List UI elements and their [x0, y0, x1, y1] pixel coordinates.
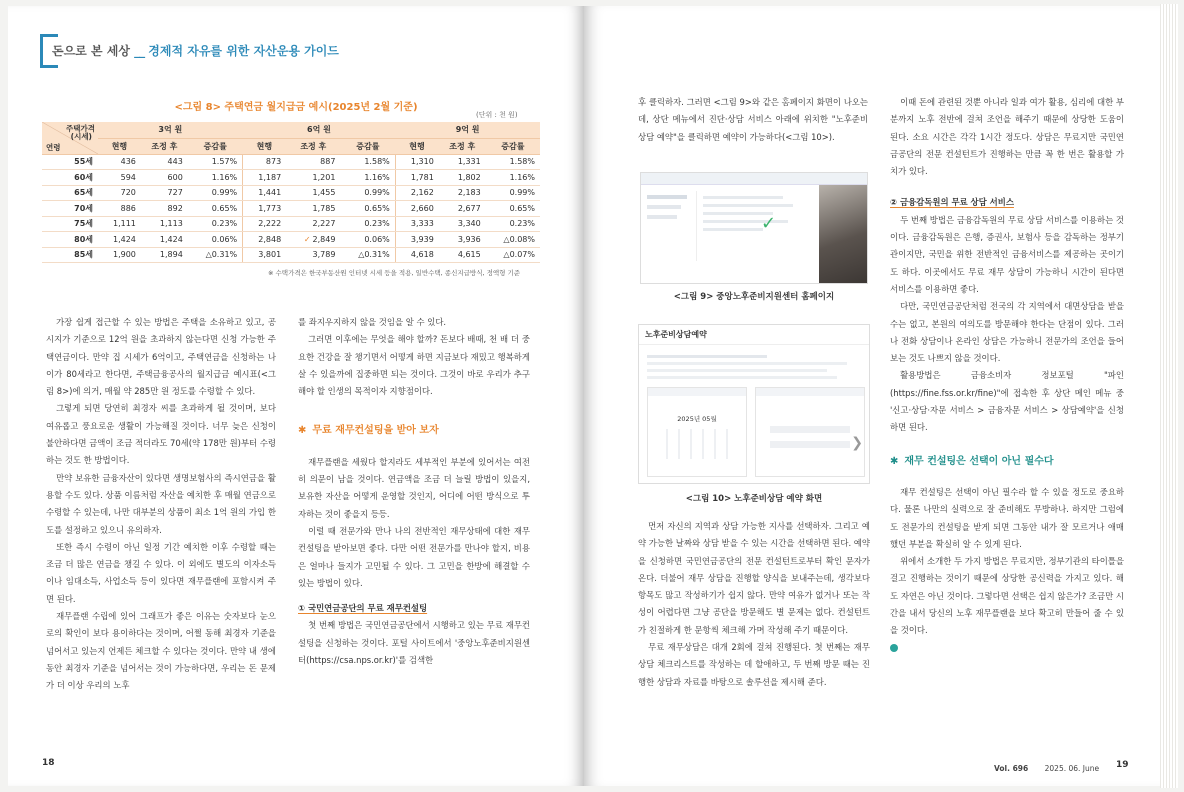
- table-cell: 0.65%: [340, 201, 395, 217]
- table-cell: 3,801: [243, 247, 287, 263]
- table-row: [42, 201, 540, 217]
- table-cell: 3,936: [439, 232, 486, 248]
- table-cell: 892: [141, 201, 188, 217]
- table-cell: 1.58%: [486, 154, 540, 170]
- section-heading: ✱ 재무 컨설팅은 선택이 아닌 필수다: [890, 455, 1054, 467]
- paragraph: 만약 보유한 금융자산이 있다면 생명보험사의 즉시연금을 활용할 수도 있다. 상품 이름처럼 자산을 예치한 후 매월 연금으로 수령할 수 있는데, 나만 대부분의 상품이 최소 1억 원의 가입 한도를 설정하고 있으니 유의하자.: [46, 472, 276, 535]
- footer-right: Vol. 696 2025. 06. June: [994, 764, 1100, 773]
- table-cell: 887: [286, 154, 340, 170]
- paragraph: 후 클릭하자. 그러면 <그림 9>와 같은 홈페이지 화면이 나오는데, 상단 메뉴에서 진단·상담 서비스 아래에 위치한 "노후준비상담 예약"을 클릭하면 예약이 가능하다(<그림 10>).: [638, 97, 868, 142]
- table-cell: 2,660: [395, 201, 439, 217]
- table-cell: △0.31%: [188, 247, 243, 263]
- table-cell: 0.65%: [486, 201, 540, 217]
- table-cell: 1.58%: [340, 154, 395, 170]
- table-cell: 2,677: [439, 201, 486, 217]
- paragraph: 재무 컨설팅은 선택이 아닌 필수라 할 수 있을 정도로 중요하다. 물론 나만의 실력으로 잘 준비해도 무방하나. 하지만 그럼에도 전문가의 컨설팅을 받게 되면 그동안 내가 잘 모르거나 애매했던 부분을 확실히 알 수 있게 된다.: [890, 486, 1124, 549]
- paragraph: 재무플랜 수립에 있어 그래프가 좋은 이유는 숫자보다 눈으로의 확인이 보다 용이하다는 것이며, 어쩔 동해 최경자 기준을 넘어서고 있는지 언제든 체크할 수 있다는 것이다. 만약 내 생에 동안 최경자 기준을 넘어서는 것이 가능하다면, 우리는 돈 문제가 더 이상 우리의 노후: [46, 611, 276, 691]
- table-cell: 720: [98, 185, 141, 201]
- table-cell: 1,113: [141, 216, 188, 232]
- sub-header: 현행: [395, 138, 439, 154]
- age-cell: 65세: [42, 185, 98, 201]
- table-cell: 0.23%: [188, 216, 243, 232]
- check-icon: ✓: [303, 234, 311, 244]
- table-cell: 3,333: [395, 216, 439, 232]
- table-cell: 1.57%: [188, 154, 243, 170]
- figure10-caption: <그림 10> 노후준비상담 예약 화면: [685, 494, 823, 504]
- table-cell: 0.23%: [486, 216, 540, 232]
- table-cell: △0.07%: [486, 247, 540, 263]
- table-cell: 1,455: [286, 185, 340, 201]
- page-edges: [1160, 4, 1178, 788]
- paragraph: 그렇게 되면 당연히 최경자 씨를 초과하게 될 것이며, 보다 여유롭고 풍요로운 생활이 가능해질 것이다. 너무 늦은 신청이 불안하다면 금액이 조금 적더라도 70세(약 178만 원)부터 수령하는 것도 한 방법이다.: [46, 403, 276, 466]
- paragraph: 활용방법은 금융소비자 정보포털 "파인(https://fine.fss.or.kr/fine)"에 접속한 후 상단 메인 메뉴 중 '신고·상담·자문 서비스 > 금융자문 서비스 > 상담예약'을 신청하면 된다.: [890, 370, 1124, 433]
- table-cell: ✓ 2,849: [286, 232, 340, 248]
- time-panel: [755, 387, 865, 477]
- age-cell: 60세: [42, 170, 98, 186]
- table-row: [42, 216, 540, 232]
- figure10-screenshot: [638, 324, 870, 484]
- age-cell: 75세: [42, 216, 98, 232]
- pension-table: [42, 122, 540, 263]
- table-row: [42, 247, 540, 263]
- paragraph: 먼저 자신의 지역과 상담 가능한 지사를 선택하자. 그리고 예약 가능한 날짜와 상담 받을 수 있는 시간을 선택하면 된다. 예약을 신청하면 국민연금공단의 전문 컨설턴트로부터 확인 문자가 온다. 더불어 재무 상담을 진행할 양식을 보내주는데, 생각보다 항목도 많고 작성하기가 쉽지 않다. 만약 여유가 없거나 또는 작성이 어렵다면 그냥 공단을 방문해도 별 문제는 없다. 컨설턴트가 친절하게 한 문항씩 체크해 가며 작성해 주기 때문이다.: [638, 521, 870, 635]
- table-cell: 1,773: [243, 201, 287, 217]
- table-cell: 4,618: [395, 247, 439, 263]
- left-page: [8, 6, 584, 786]
- table-cell: 1,900: [98, 247, 141, 263]
- table-cell: 1.16%: [340, 170, 395, 186]
- left-column-2: [298, 314, 530, 669]
- table-cell: 727: [141, 185, 188, 201]
- table-cell: 1,781: [395, 170, 439, 186]
- table-cell: △0.08%: [486, 232, 540, 248]
- right-column-2: [890, 94, 1124, 657]
- table-cell: 1,331: [439, 154, 486, 170]
- table-cell: 0.23%: [340, 216, 395, 232]
- table-cell: △0.31%: [340, 247, 395, 263]
- table-cell: 3,939: [395, 232, 439, 248]
- table-cell: 1,201: [286, 170, 340, 186]
- figure8-title: <그림 8> 주택연금 월지급금 예시(2025년 2월 기준): [174, 102, 418, 113]
- group-header: 9억 원: [395, 122, 540, 138]
- paragraph: 이럴 때 전문가와 만나 나의 전반적인 재무상태에 대한 재무컨설팅을 받아보면 좋다. 다만 어떤 전문가를 만나야 할지, 비용은 얼마나 들지가 고민될 수 있다. 그 고민을 한방에 해결할 수 있는 방법이 있다.: [298, 525, 530, 588]
- table-cell: 1,424: [98, 232, 141, 248]
- table-row: [42, 170, 540, 186]
- chevron-right-icon: ❯: [851, 435, 863, 451]
- table-cell: 1,111: [98, 216, 141, 232]
- table-cell: 0.06%: [340, 232, 395, 248]
- running-header: 돈으로 본 세상 __ 경제적 자유를 위한 자산운용 가이드: [52, 44, 339, 58]
- paragraph: 다만, 국민연금공단처럼 전국의 각 지역에서 대면상담을 받을 수는 없고, 본원의 여의도를 방문해야 한다는 단점이 있다. 그러나 전화 상담이나 온라인 상담은 가능하니 전문가의 조언을 들어보는 것도 나쁘지 않을 것이다.: [890, 301, 1124, 364]
- check-icon: ✓: [761, 213, 777, 234]
- paragraph: 위에서 소개한 두 가지 방법은 무료지만, 정부기관의 타이틀을 걸고 진행하는 것이기 때문에 상당한 공신력을 가지고 있다. 해도 자연은 아닌 것이다. 그렇다면 선택은 쉽지 않은가? 조금만 시간을 내서 당신의 노후 재무플랜을 보다 확고히 만들어 줄 수 있을 것이다.: [890, 556, 1124, 636]
- table-cell: 0.65%: [188, 201, 243, 217]
- table-cell: 1,894: [141, 247, 188, 263]
- age-cell: 85세: [42, 247, 98, 263]
- table-cell: 0.99%: [188, 185, 243, 201]
- table-cell: 1,785: [286, 201, 340, 217]
- table-cell: 1.16%: [188, 170, 243, 186]
- table-cell: 1,802: [439, 170, 486, 186]
- table-cell: 2,162: [395, 185, 439, 201]
- end-mark-icon: [890, 644, 898, 652]
- age-cell: 55세: [42, 154, 98, 170]
- left-column-1: [46, 314, 276, 695]
- sub-header: 증감률: [188, 138, 243, 154]
- table-cell: 3,340: [439, 216, 486, 232]
- sub-header: 조정 후: [439, 138, 486, 154]
- site-nav-bar: [641, 173, 867, 185]
- sub-header: 조정 후: [141, 138, 188, 154]
- table-cell: 600: [141, 170, 188, 186]
- right-column-1: [638, 94, 868, 146]
- sub-header: 증감률: [340, 138, 395, 154]
- calendar-month: 2025년 05월: [677, 415, 717, 423]
- paragraph: 무료 재무상담은 대개 2회에 걸쳐 진행된다. 첫 번째는 재무상담 체크리스트를 작성하는 데 할애하고, 두 번째 방문 때는 진행한 상담과 자료를 바탕으로 솔루션을 제시해 준다.: [638, 642, 870, 687]
- sub-header: 조정 후: [286, 138, 340, 154]
- group-header: 3억 원: [98, 122, 243, 138]
- table-cell: 2,848: [243, 232, 287, 248]
- group-header: 6억 원: [243, 122, 396, 138]
- table-cell: 594: [98, 170, 141, 186]
- figure9-screenshot: [640, 172, 868, 284]
- paragraph: 첫 번째 방법은 국민연금공단에서 시행하고 있는 무료 재무컨설팅을 신청하는 것이다. 포털 사이트에서 '중앙노후준비지원센터(https://csa.nps.or.kr)'를 검색한: [298, 620, 530, 666]
- table-cell: 1.16%: [486, 170, 540, 186]
- paragraph: 그러면 이후에는 무엇을 해야 할까? 돈보다 배때, 천 배 더 중요한 건강을 잘 챙기면서 어떻게 하면 지금보다 재밌고 행복하게 살 수 있을까에 집중하면 되는 것이다. 그것이 바로 우리가 추구해야 할 인생의 목적이자 지향점이다.: [298, 334, 530, 397]
- sub-header: 증감률: [486, 138, 540, 154]
- table-cell: 4,615: [439, 247, 486, 263]
- table-cell: 1,424: [141, 232, 188, 248]
- age-cell: 80세: [42, 232, 98, 248]
- table-cell: 886: [98, 201, 141, 217]
- table-cell: 3,789: [286, 247, 340, 263]
- paragraph: 재무플랜을 세웠다 할지라도 세부적인 부분에 있어서는 여전히 의문이 남을 것이다. 연금액을 조금 더 늘릴 방법이 있을지, 보유한 자산을 어떻게 운영할 것인지, 어디에 어떤 방식으로 투자하는 것이 좋을지 등등.: [298, 456, 530, 519]
- table-cell: 1,310: [395, 154, 439, 170]
- table-cell: 443: [141, 154, 188, 170]
- paragraph: 또한 즉시 수령이 아닌 일정 기간 예치한 이후 수령할 때는 조금 더 많은 연금을 챙길 수 있다. 이 외에도 별도의 이자소득이나 임대소득, 사업소득 등이 있다면 재무플랜에 포함시켜 주면 된다.: [46, 541, 276, 604]
- calendar-panel: [647, 387, 747, 477]
- sub-header: 현행: [98, 138, 141, 154]
- table-row: [42, 232, 540, 248]
- table-cell: 1,441: [243, 185, 287, 201]
- figure8-unit: (단위 : 천 원): [476, 111, 518, 119]
- page-number-right: 19: [1116, 760, 1129, 770]
- table-cell: 1,187: [243, 170, 287, 186]
- age-cell: 70세: [42, 201, 98, 217]
- figure9-caption: <그림 9> 중앙노후준비지원센터 홈페이지: [673, 292, 835, 302]
- right-page: [584, 6, 1160, 786]
- paragraph: 가장 쉽게 접근할 수 있는 방법은 주택을 소유하고 있고, 공시지가 기준으로 12억 원을 초과하지 않는다면 신청 가능한 주택연금이다. 만약 집 시세가 6억이고, 주택연금을 신청하는 나이가 80세라고 한다면, 주택금융공사의 월지급금 예시표(<그림 8>)에 의거, 매월 약 285만 원 정도를 수령할 수 있다.: [46, 317, 276, 397]
- table-cell: 2,227: [286, 216, 340, 232]
- table-cell: 873: [243, 154, 287, 170]
- paragraph: 두 번째 방법은 금융감독원의 무료 상담 서비스를 이용하는 것이다. 금융감독원은 은행, 증권사, 보험사 등을 감독하는 정부기관이지만, 국민을 위한 전반적인 금융서비스를 제공하는 곳이기도 하다. 이곳에서도 무료 재무 상담이 가능하니 시간이 된다면 서비스를 이용하면 좋다.: [890, 214, 1124, 294]
- table-cell: 0.06%: [188, 232, 243, 248]
- table-corner: 주택가격 (시세) 연령: [42, 122, 98, 154]
- table-cell: 436: [98, 154, 141, 170]
- asterisk-icon: ✱: [298, 425, 307, 437]
- table-cell: 0.99%: [486, 185, 540, 201]
- table-note: ※ 수택가격은 한국부동산원 인터넷 시세 등을 적용, 일반수택, 종신지급방식, 정액형 기준: [268, 269, 521, 277]
- table-cell: 2,222: [243, 216, 287, 232]
- table-cell: 2,183: [439, 185, 486, 201]
- subheading: ② 금융감독원의 무료 상담 서비스: [890, 197, 1014, 208]
- section-heading: ✱ 무료 재무컨설팅을 받아 보자: [298, 425, 439, 437]
- table-row: [42, 154, 540, 170]
- asterisk-icon: ✱: [890, 455, 899, 467]
- right-column-1b: [638, 518, 870, 691]
- table-row: [42, 185, 540, 201]
- photo-person: [819, 185, 867, 284]
- sub-header: 현행: [243, 138, 287, 154]
- page-number-left: 18: [42, 758, 55, 768]
- fig10-title: 노후준비상담예약: [639, 325, 869, 345]
- table-cell: 0.99%: [340, 185, 395, 201]
- paragraph: 이때 돈에 관련된 것뿐 아니라 일과 여가 활용, 심리에 대한 부분까지 노후 전반에 걸쳐 조언을 해주기 때문에 상당한 도움이 된다. 소요 시간은 각각 1시간 정도다. 상담은 무료지만 국민연금공단의 전문 컨설턴트가 진행하는 만큼 꼭 한 번은 활용할 가치가 있다.: [890, 97, 1124, 177]
- paragraph: 를 좌지우지하지 않을 것임을 알 수 있다.: [298, 317, 447, 327]
- subheading: ① 국민연금공단의 무료 재무컨설팅: [298, 603, 428, 614]
